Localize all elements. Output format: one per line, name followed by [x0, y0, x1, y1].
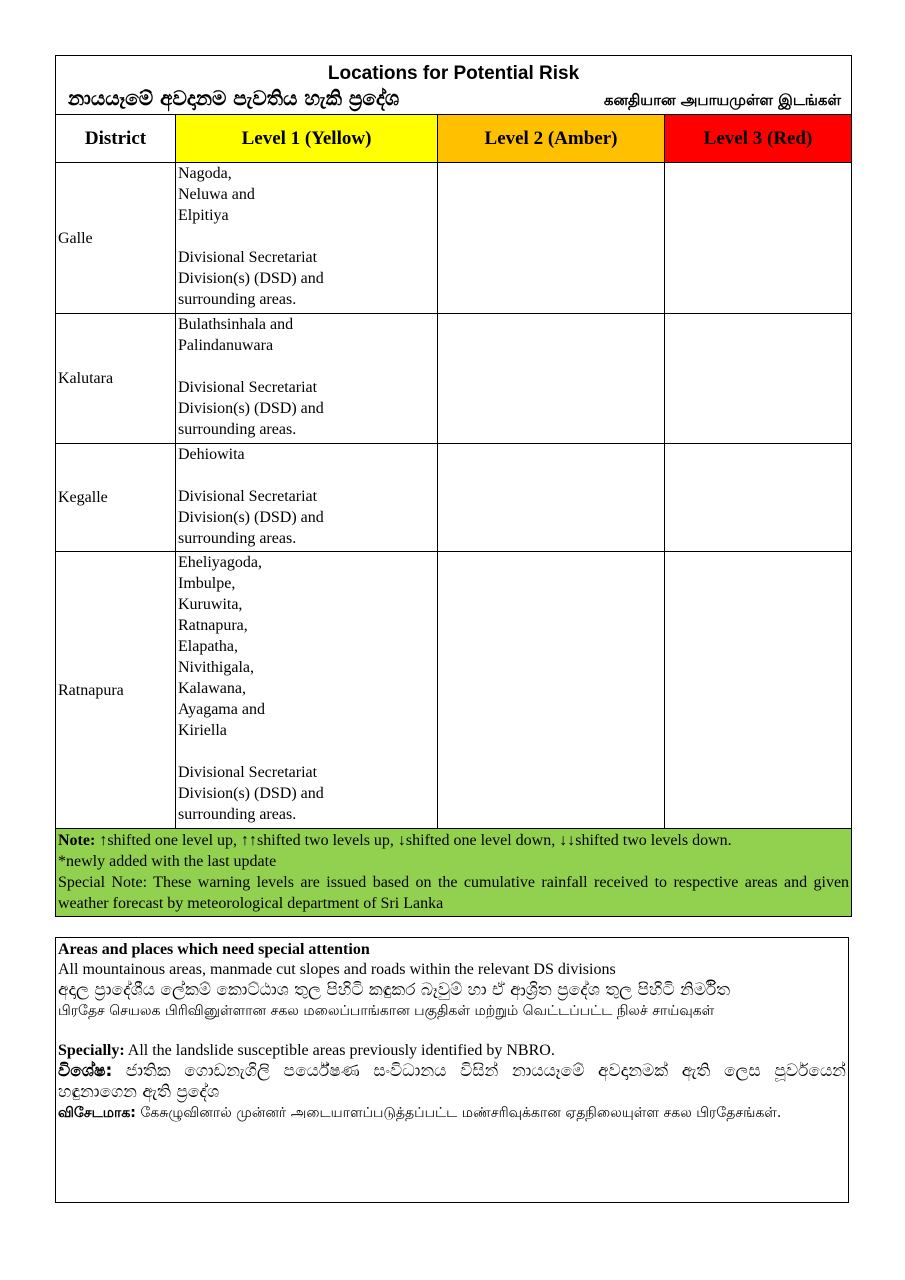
special-note: Special Note: These warning levels are issued based on the cumulative rainfall received to respective areas and given weather forecast by meteorological department of Sri Lanka [58, 874, 850, 912]
level-2-cell [438, 163, 665, 314]
sinhala-specially-text: ජාතික ගොඩනැගිලි පර්යේෂණ සංවිධානය විසින් නායයෑමේ අවදානමක් ඇති ලෙස පූර්වයෙන් හඳුනාගෙන ඇති ප්‍රදේශ [58, 1061, 846, 1102]
place-line: Imbulpe, [178, 575, 236, 592]
place-line: Dehiowita [178, 446, 245, 463]
sinhala-specially-label: විශේෂ: [58, 1061, 113, 1081]
attention-english: All mountainous areas, manmade cut slopes and roads within the relevant DS divisions [58, 961, 616, 978]
attention-sinhala: අදාල ප්‍රාදේශීය ලේකම් කොට්ඨාශ තුල පිහිටි කඳුකර බෑවුම් හා ඒ ආශ්‍රිත ප්‍රදේශ තුල පිහිටි නිර්මිත [58, 980, 731, 1000]
place-line: Kiriella [178, 722, 227, 739]
dsd-line: Division(s) (DSD) and [178, 270, 324, 287]
risk-table [55, 55, 852, 917]
district-cell: Galle [56, 163, 176, 314]
table-row [56, 444, 852, 552]
level-1-cell [176, 444, 438, 552]
level-2-cell [438, 444, 665, 552]
note-cell [56, 829, 852, 917]
attention-tamil: பிரதேச செயலக பிரிவினுள்ளான சகல மலைப்பாங்கான பகுதிகள் மற்றும் வெட்டப்பட்ட நிலச் சாய்வுகள் [58, 1003, 715, 1019]
dsd-line: Divisional Secretariat [178, 379, 318, 396]
district-cell: Kegalle [56, 444, 176, 552]
note-line [58, 830, 849, 851]
header-district: District [56, 115, 176, 163]
specially-text: All the landslide susceptible areas previously identified by NBRO. [124, 1042, 555, 1059]
level-1-cell [176, 314, 438, 444]
level-3-cell [665, 163, 852, 314]
place-line: Nagoda, [178, 165, 232, 182]
dsd-line: surrounding areas. [178, 806, 297, 823]
title-tamil: கனதியான அபாயமுள்ள இடங்கள் [603, 91, 842, 109]
title-english: Locations for Potential Risk [327, 63, 580, 84]
title-sinhala: නායයෑමේ අවදානම පැවතිය හැකි ප්‍රදේශ [68, 86, 400, 110]
level-3-cell [665, 314, 852, 444]
title-cell [56, 56, 852, 115]
place-line: Ayagama and [178, 701, 265, 718]
note-label: Note: [58, 832, 96, 849]
specially-label: Specially: [58, 1042, 125, 1059]
level-2-cell [438, 552, 665, 829]
tamil-specially-label: விசேடமாக: [58, 1105, 136, 1121]
dsd-line: Divisional Secretariat [178, 764, 318, 781]
district-cell: Kalutara [56, 314, 176, 444]
header-level-2: Level 2 (Amber) [438, 115, 665, 163]
place-line: Neluwa and [178, 186, 255, 203]
place-line: Ratnapura, [178, 617, 248, 634]
dsd-line: surrounding areas. [178, 291, 297, 308]
attention-heading: Areas and places which need special attention [58, 941, 370, 958]
special-attention-box [55, 937, 849, 1203]
table-row [56, 552, 852, 829]
place-line: Elapatha, [178, 638, 238, 655]
tamil-specially-text: கேசுழுவினால் முன்னர் அடையாளப்படுத்தப்பட்ட மண்சரிவுக்கான ஏதநிலையுள்ள சகல பிரதேசங்கள். [135, 1105, 782, 1121]
dsd-line: Division(s) (DSD) and [178, 400, 324, 417]
dsd-line: Division(s) (DSD) and [178, 509, 324, 526]
table-row [56, 163, 852, 314]
place-line: Elpitiya [178, 207, 229, 224]
newly-added-note: *newly added with the last update [58, 853, 277, 870]
place-line: Kuruwita, [178, 596, 243, 613]
dsd-line: Division(s) (DSD) and [178, 785, 324, 802]
note-text: ↑shifted one level up, ↑↑shifted two levels up, ↓shifted one level down, ↓↓shifted two levels down. [95, 832, 732, 849]
table-row [56, 314, 852, 444]
dsd-line: surrounding areas. [178, 530, 297, 547]
dsd-line: surrounding areas. [178, 421, 297, 438]
level-2-cell [438, 314, 665, 444]
district-cell: Ratnapura [56, 552, 176, 829]
place-line: Nivithigala, [178, 659, 254, 676]
place-line: Kalawana, [178, 680, 246, 697]
level-1-cell [176, 552, 438, 829]
place-line: Eheliyagoda, [178, 554, 262, 571]
dsd-line: Divisional Secretariat [178, 488, 318, 505]
level-3-cell [665, 552, 852, 829]
header-level-3: Level 3 (Red) [665, 115, 852, 163]
place-line: Bulathsinhala and [178, 316, 294, 333]
place-line: Palindanuwara [178, 337, 274, 354]
level-3-cell [665, 444, 852, 552]
dsd-line: Divisional Secretariat [178, 249, 318, 266]
header-level-1: Level 1 (Yellow) [176, 115, 438, 163]
level-1-cell [176, 163, 438, 314]
